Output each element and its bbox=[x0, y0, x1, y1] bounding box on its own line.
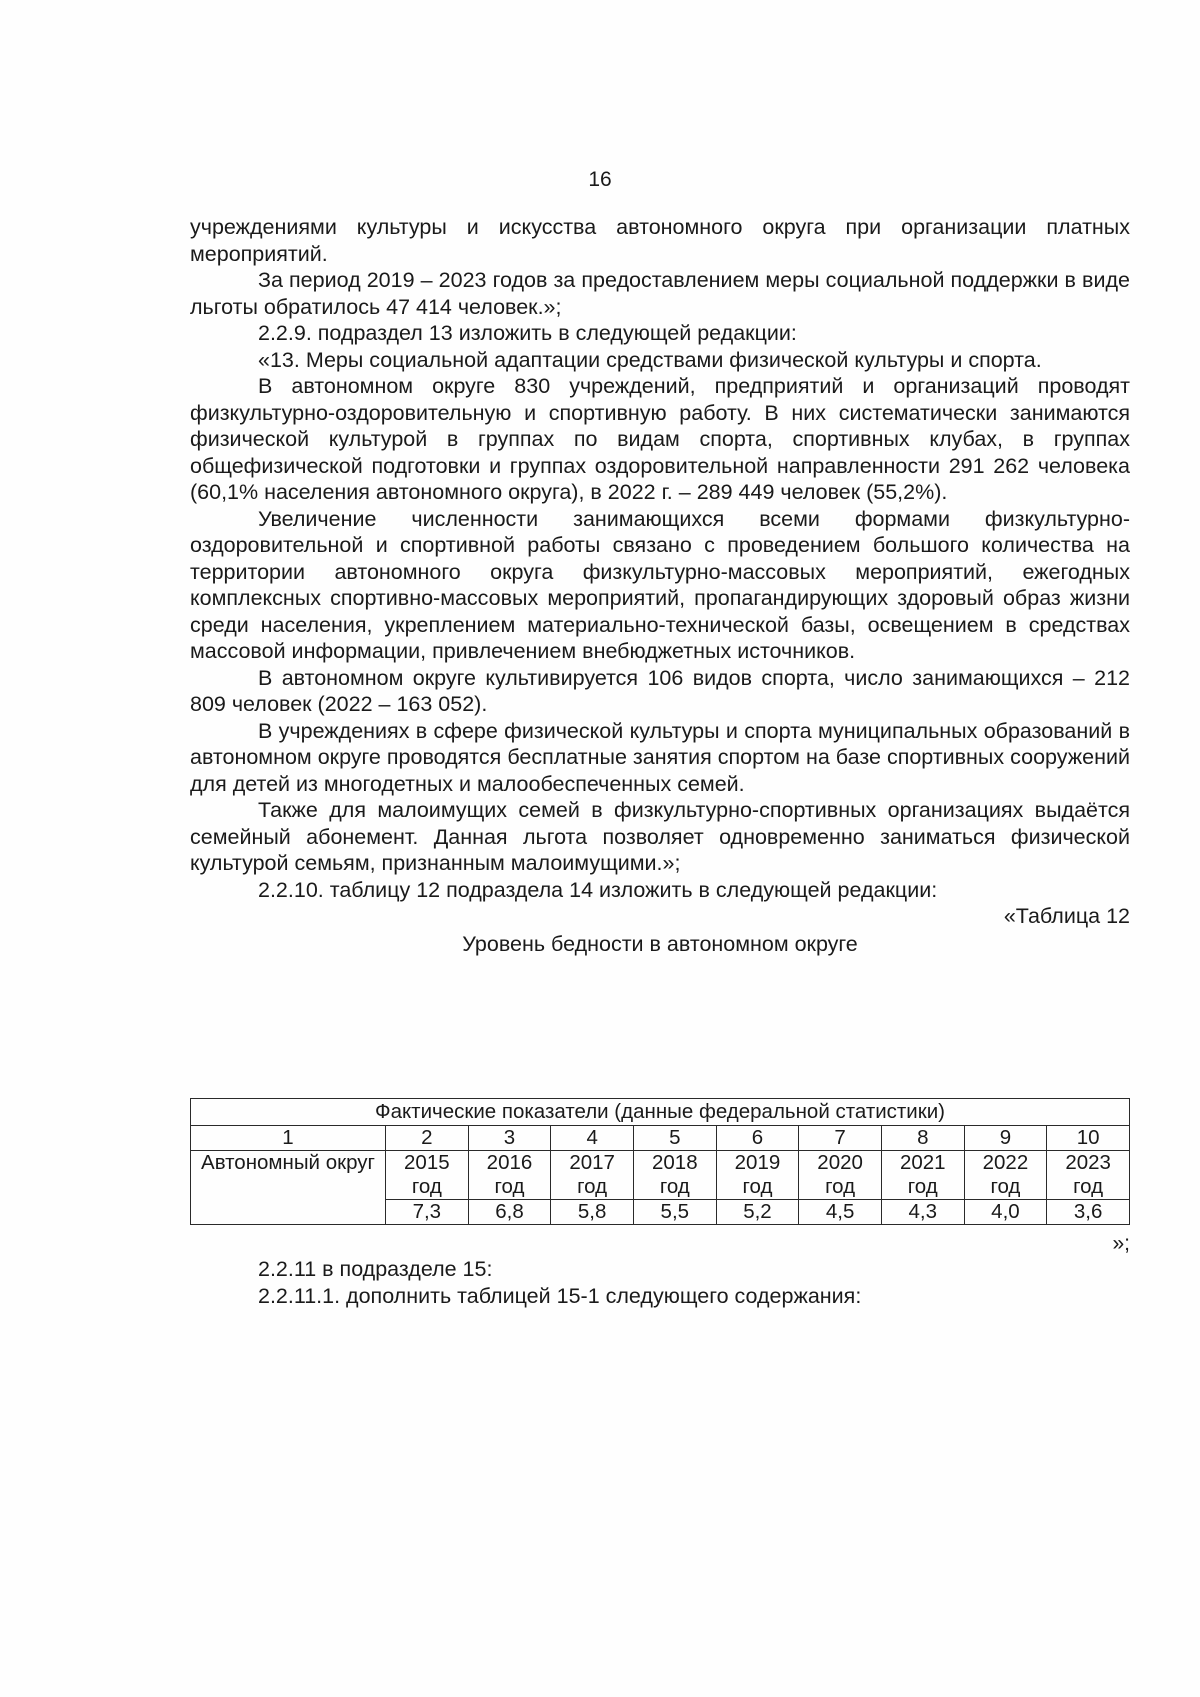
body-text bbox=[190, 214, 1130, 957]
table-header: Фактические показатели (данные федеральной статистики) bbox=[191, 1099, 1130, 1126]
column-number: 9 bbox=[964, 1126, 1047, 1151]
year-suffix: год bbox=[1073, 1175, 1104, 1198]
paragraph: 2.2.9. подраздел 13 изложить в следующей редакции: bbox=[258, 321, 797, 345]
paragraph: «13. Меры социальной адаптации средствами физической культуры и спорта. bbox=[258, 347, 1042, 372]
poverty-value: 3,6 bbox=[1047, 1200, 1130, 1225]
paragraph: В автономном округе культивируется 106 видов спорта, число занимающихся – 212 809 человек (2022 – 163 052). bbox=[190, 665, 1130, 716]
poverty-value: 7,3 bbox=[386, 1200, 469, 1225]
year-cell bbox=[799, 1151, 882, 1200]
year-value: 2020 bbox=[817, 1151, 863, 1174]
year-suffix: год bbox=[411, 1175, 442, 1198]
table-title: Уровень бедности в автономном округе bbox=[462, 931, 858, 956]
paragraph: За период 2019 – 2023 годов за предоставлением меры социальной поддержки в виде льготы обратилось 47 414 человек.»; bbox=[190, 268, 1130, 319]
year-value: 2016 bbox=[486, 1151, 533, 1174]
column-number: 5 bbox=[633, 1126, 716, 1151]
year-cell bbox=[716, 1151, 799, 1200]
table-row bbox=[191, 1151, 1130, 1200]
column-number: 7 bbox=[799, 1126, 882, 1151]
column-number: 3 bbox=[468, 1126, 551, 1151]
year-value: 2018 bbox=[651, 1151, 698, 1174]
year-suffix: год bbox=[825, 1175, 856, 1198]
table-header-row bbox=[191, 1099, 1130, 1126]
year-cell bbox=[633, 1151, 716, 1200]
row-label: Автономный округ bbox=[191, 1151, 386, 1225]
poverty-table bbox=[190, 1098, 1130, 1225]
year-suffix: год bbox=[659, 1175, 690, 1198]
poverty-value: 5,5 bbox=[633, 1200, 716, 1225]
year-cell bbox=[386, 1151, 469, 1200]
year-value: 2021 bbox=[899, 1151, 946, 1174]
poverty-value: 5,8 bbox=[551, 1200, 634, 1225]
paragraph: 2.2.11 в подразделе 15: bbox=[258, 1257, 493, 1281]
column-number: 8 bbox=[881, 1126, 964, 1151]
paragraph: В автономном округе 830 учреждений, предприятий и организаций проводят физкультурно-оздоровительную и спортивную работу. В них систематически занимаются физической культурой в группах по видам спорта, спортивных клубах, в группах общефизической подготовки и группах оздоровительной направленности 291 262 человека (60,1% населения автономного округа), в 2022 г. – 289 449 человек (55,2%). bbox=[190, 374, 1130, 504]
poverty-value: 4,3 bbox=[881, 1200, 964, 1225]
paragraph: Также для малоимущих семей в физкультурно-спортивных организациях выдаётся семейный абонемент. Данная льгота позволяет одновременно заниматься физической культурой семьям, признанным малоимущими.»; bbox=[190, 798, 1130, 875]
year-cell bbox=[551, 1151, 634, 1200]
year-cell bbox=[468, 1151, 551, 1200]
year-suffix: год bbox=[907, 1175, 938, 1198]
paragraph: Увеличение численности занимающихся всеми формами физкультурно-оздоровительной и спортивной работы связано с проведением большого количества на территории автономного округа физкультурно-массовых мероприятий, ежегодных комплексных спортивно-массовых мероприятий, пропагандирующих здоровый образ жизни среди населения, укреплением материально-технической базы, освещением в средствах массовой информации, привлечением внебюджетных источников. bbox=[190, 506, 1130, 663]
table-label: «Таблица 12 bbox=[1003, 904, 1130, 928]
poverty-value: 6,8 bbox=[468, 1200, 551, 1225]
column-number: 10 bbox=[1047, 1126, 1130, 1151]
poverty-table-wrapper bbox=[190, 1098, 1130, 1225]
poverty-value: 4,0 bbox=[964, 1200, 1047, 1225]
closing-quote: »; bbox=[1112, 1232, 1130, 1255]
following-text bbox=[190, 1256, 1130, 1310]
page-number: 16 bbox=[588, 168, 612, 191]
year-cell bbox=[1047, 1151, 1130, 1200]
year-suffix: год bbox=[494, 1175, 525, 1198]
column-number: 1 bbox=[191, 1126, 386, 1151]
paragraph: 2.2.11.1. дополнить таблицей 15-1 следующего содержания: bbox=[258, 1284, 862, 1308]
year-suffix: год bbox=[742, 1175, 773, 1198]
column-number-row bbox=[191, 1126, 1130, 1151]
column-number: 6 bbox=[716, 1126, 799, 1151]
paragraph: В учреждениях в сфере физической культуры и спорта муниципальных образований в автономном округе проводятся бесплатные занятия спортом на базе спортивных сооружений для детей из многодетных и малообеспеченных семей. bbox=[190, 718, 1130, 796]
year-suffix: год bbox=[577, 1175, 608, 1198]
year-cell bbox=[964, 1151, 1047, 1200]
year-suffix: год bbox=[990, 1175, 1021, 1198]
poverty-value: 4,5 bbox=[799, 1200, 882, 1225]
paragraph: 2.2.10. таблицу 12 подраздела 14 изложить в следующей редакции: bbox=[258, 877, 938, 902]
paragraph: учреждениями культуры и искусства автономного округа при организации платных мероприятий. bbox=[190, 215, 1130, 266]
year-value: 2015 bbox=[404, 1151, 450, 1174]
year-value: 2017 bbox=[569, 1151, 615, 1174]
year-cell bbox=[881, 1151, 964, 1200]
year-value: 2022 bbox=[982, 1151, 1029, 1174]
column-number: 2 bbox=[386, 1126, 469, 1151]
year-value: 2023 bbox=[1065, 1151, 1111, 1174]
poverty-value: 5,2 bbox=[716, 1200, 799, 1225]
year-value: 2019 bbox=[734, 1151, 781, 1174]
column-number: 4 bbox=[551, 1126, 634, 1151]
